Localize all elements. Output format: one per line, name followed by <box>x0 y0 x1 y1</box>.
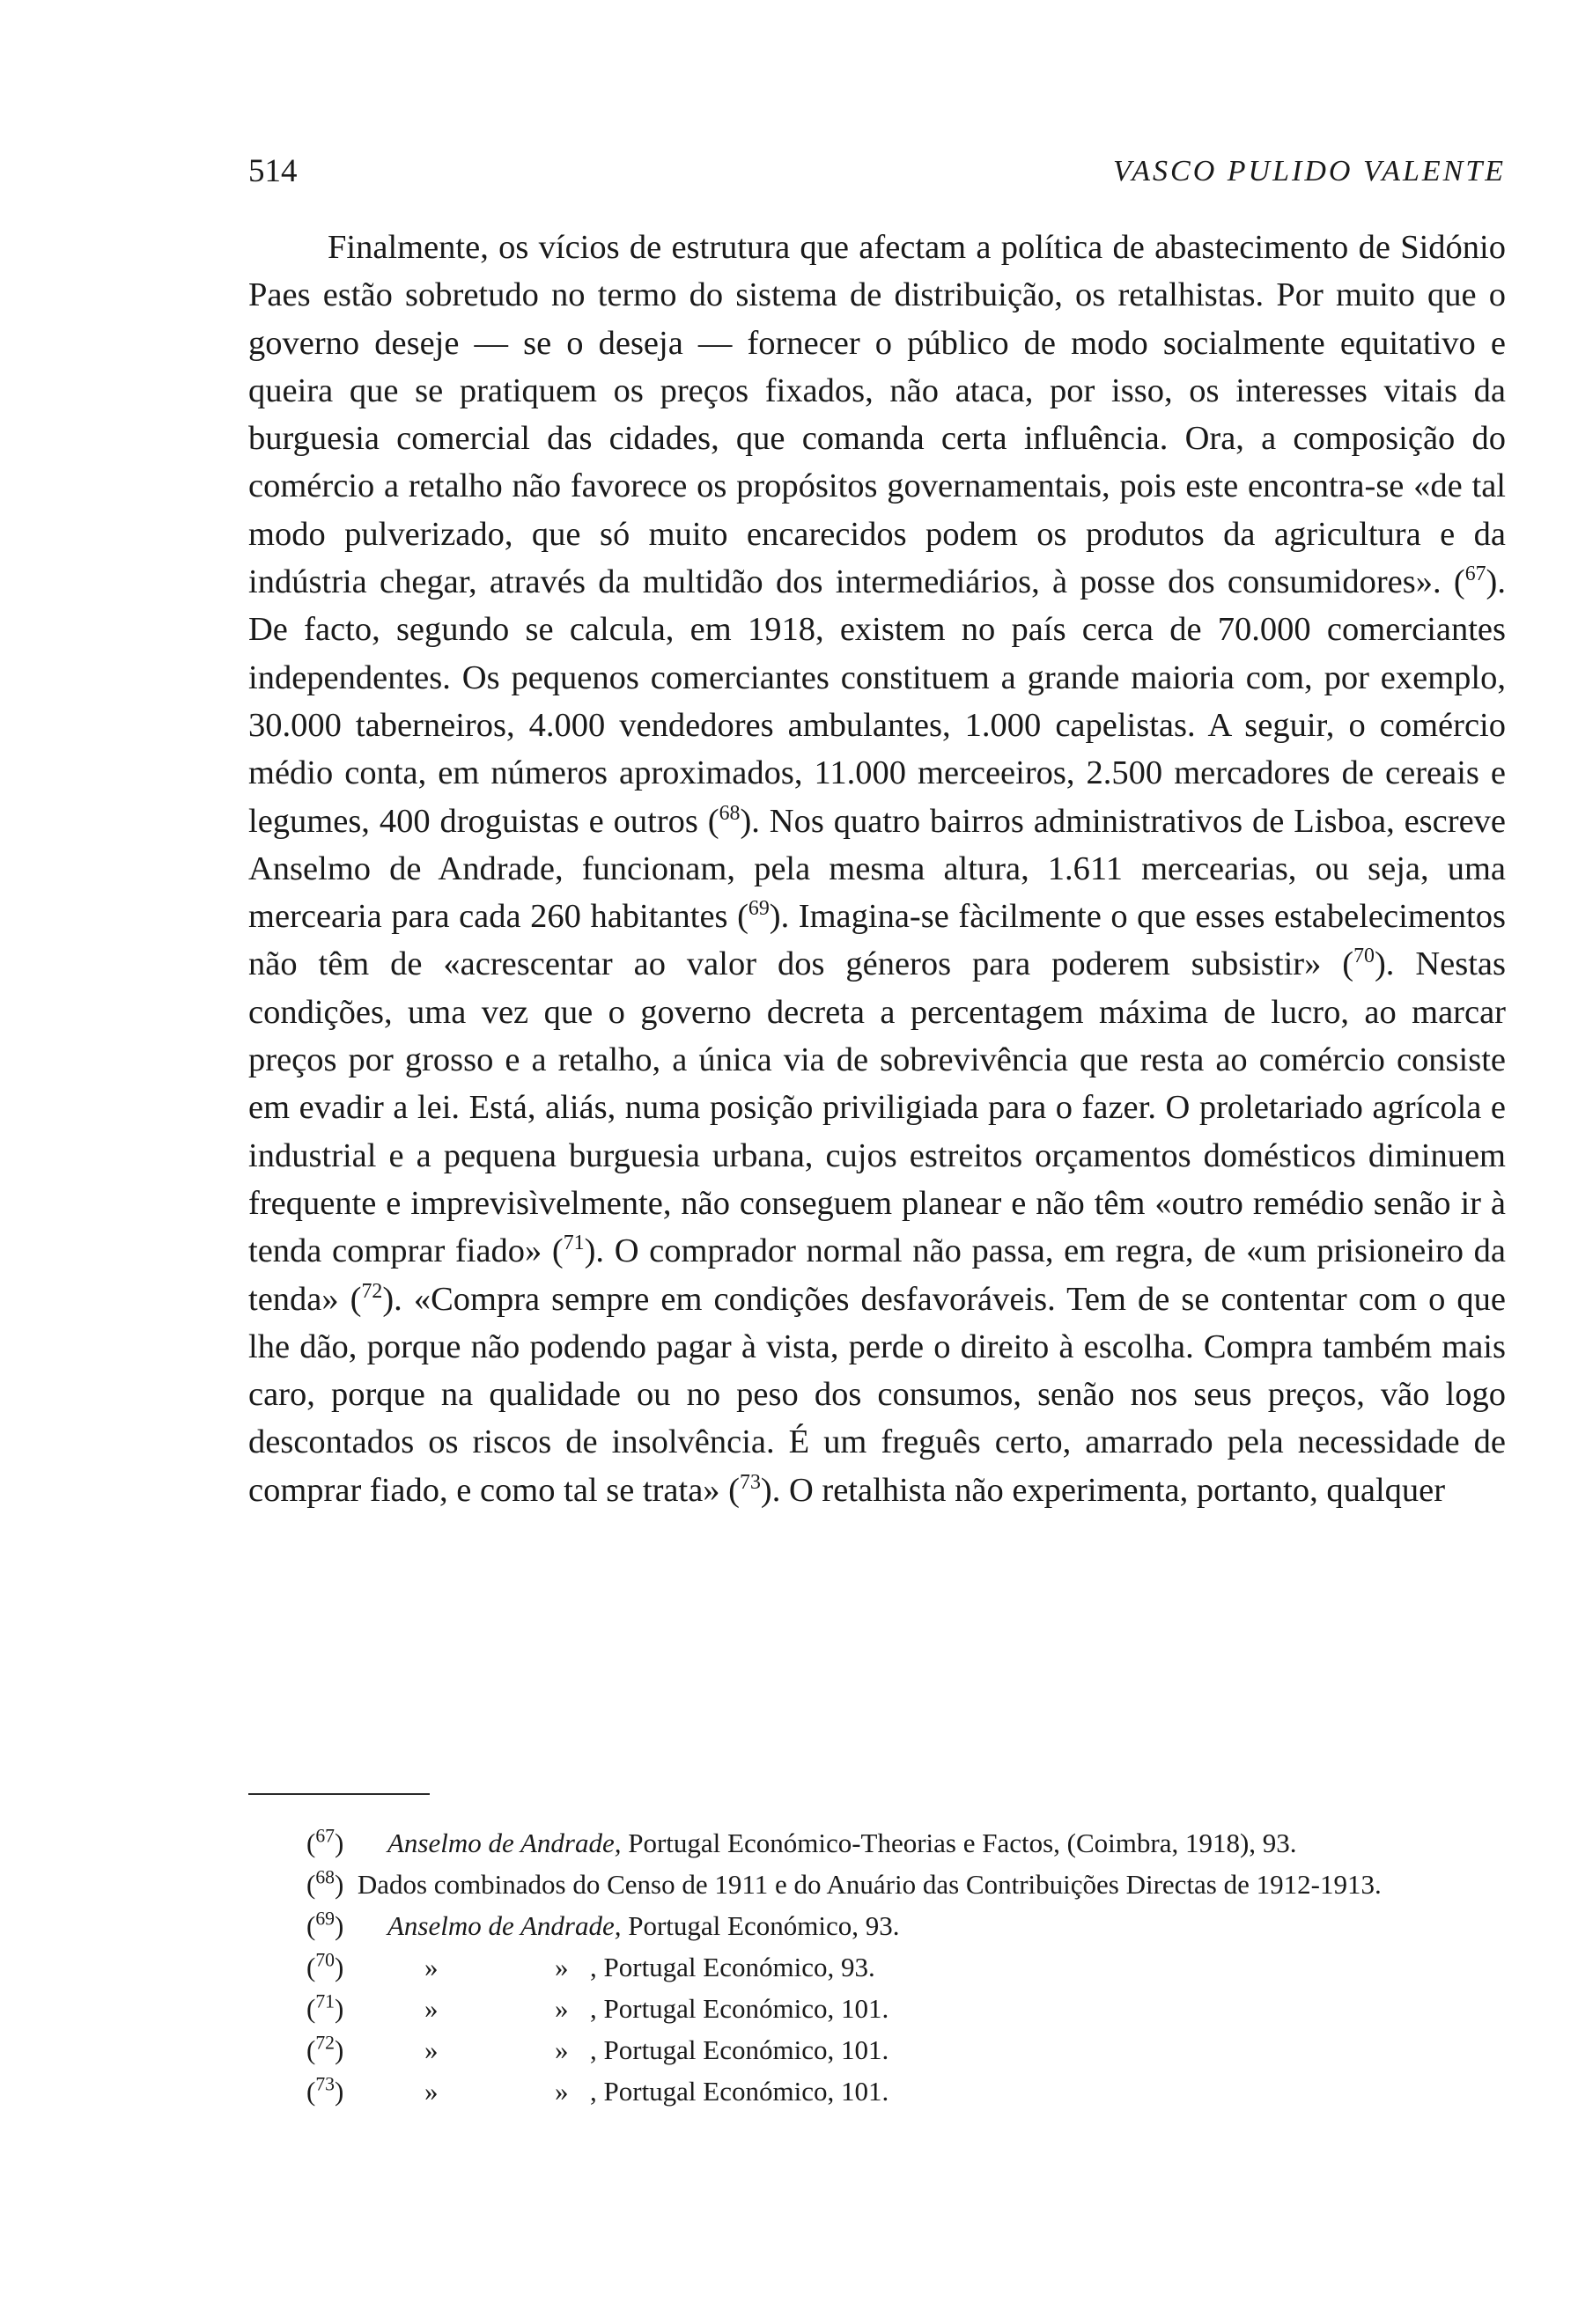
text-segment: Finalmente, os vícios de estrutura que afectam a política de abastecimento de Sidónio Paes estão sobretudo no termo do sistema de distribuição, os retalhistas. Por muito que o governo deseje — se o deseja — fornecer o público de modo socialmente equitativo e queira que se pratiquem os preços fixados, não ataca, por isso, os interesses vitais da burguesia comercial das cidades, que comanda certa influência. Ora, a composição do comércio a retalho não favorece os propósitos governamentais, pois este encontra-se «de tal modo pulverizado, que só muito encarecidos podem os produtos da agricultura e da indústria chegar, através da multidão dos intermediários, à posse dos consumidores». ( <box>248 229 1506 601</box>
footnote-number: ($^{69}$) <box>306 1908 344 1941</box>
footnote-ref: 71 <box>563 1232 585 1255</box>
footnote-68 <box>248 1864 1506 1905</box>
footnote-text: Anselmo de Andrade, Portugal Económico, 93. <box>387 1910 900 1941</box>
footnote-text: Dados combinados do Censo de 1911 e do Anuário das Contribuições Directas de 1912-1913. <box>357 1869 1382 1900</box>
text-segment: ). «Compra sempre em condições desfavoráveis. Tem de se contentar com o que lhe dão, porque não podendo pagar à vista, perde o direito à escolha. Compra também mais caro, porque na qualidade ou no peso dos consumos, senão nos seus preços, vão logo descontados os riscos de insolvência. É um freguês certo, amarrado pela necessidade de comprar fiado, e como tal se trata» ( <box>248 1280 1506 1509</box>
footnotes <box>248 1822 1506 2112</box>
ditto-mark: » <box>424 2076 439 2107</box>
footnote-text: , Portugal Económico, 101. <box>590 2034 889 2065</box>
page-header <box>248 150 1506 194</box>
ditto-mark: » <box>555 2034 569 2065</box>
footnote-70 <box>248 1946 1506 1988</box>
ditto-mark: » <box>424 2034 439 2065</box>
footnote-ref: 68 <box>719 801 741 825</box>
ditto-mark: » <box>555 2076 569 2107</box>
footnote-72 <box>248 2029 1506 2070</box>
text-segment: ). O comprador normal não passa, em regra, de «um prisioneiro da tenda» ( <box>248 1232 1506 1318</box>
footnote-author: Anselmo de Andrade, <box>387 1828 622 1858</box>
footnote-ref: 70 <box>1353 945 1375 968</box>
text-segment: ). Nos quatro bairros administrativos de Lisboa, escreve Anselmo de Andrade, funcionam, pela mesma altura, 1.611 mercearias, ou seja, uma mercearia para cada 260 habitantes ( <box>248 802 1506 936</box>
footnote-author: Anselmo de Andrade, <box>387 1910 622 1941</box>
ditto-mark: » <box>555 1952 569 1982</box>
footnote-number: ($^{70}$) <box>306 1949 344 1982</box>
footnote-67 <box>248 1822 1506 1864</box>
footnote-69 <box>248 1905 1506 1946</box>
footnote-number: ($^{73}$) <box>306 2073 344 2107</box>
footnote-number: ($^{67}$) <box>306 1825 344 1858</box>
footnote-ref: 67 <box>1464 563 1486 586</box>
footnote-text: , Portugal Económico, 101. <box>590 1993 889 2024</box>
ditto-mark: » <box>555 1993 569 2024</box>
body-paragraph <box>248 224 1506 1514</box>
text-segment: ). Imagina-se fàcilmente o que esses estabelecimentos não têm de «acrescentar ao valor dos géneros para poderem subsistir» ( <box>248 898 1506 983</box>
footnote-73 <box>248 2070 1506 2112</box>
footnote-text: , Portugal Económico, 101. <box>590 2076 889 2107</box>
footnote-text: Anselmo de Andrade, Portugal Económico-Theorias e Factos, (Coimbra, 1918), 93. <box>387 1828 1297 1858</box>
running-head: VASCO PULIDO VALENTE <box>1113 155 1506 188</box>
footnote-divider <box>248 1793 430 1795</box>
footnote-ref: 72 <box>361 1279 383 1303</box>
footnote-71 <box>248 1988 1506 2029</box>
text-segment: ). Nestas condições, uma vez que o governo decreta a percentagem máxima de lucro, ao marcar preços por grosso e a retalho, a única via de sobrevivência que resta ao comércio consiste em evadir a lei. Está, aliás, numa posição priviligiada para o fazer. O proletariado agrícola e industrial e a pequena burguesia urbana, cujos estreitos orçamentos domésticos diminuem frequente e imprevisìvelmente, não conseguem planear e não têm «outro remédio senão ir à tenda comprar fiado» ( <box>248 945 1506 1270</box>
text-segment: ). O retalhista não experimenta, portanto, qualquer <box>760 1471 1446 1509</box>
footnote-number: ($^{68}$) <box>306 1866 344 1900</box>
ditto-mark: » <box>424 1993 439 2024</box>
text-segment: ). De facto, segundo se calcula, em 1918, existem no país cerca de 70.000 comerciantes independentes. Os pequenos comerciantes constituem a grande maioria com, por exemplo, 30.000 taberneiros, 4.000 vendedores ambulantes, 1.000 capelistas. A seguir, o comércio médio conta, em números aproximados, 11.000 merceeiros, 2.500 mercadores de cereais e legumes, 400 droguistas e outros ( <box>248 563 1506 840</box>
footnote-ref: 73 <box>740 1470 761 1494</box>
footnote-number: ($^{72}$) <box>306 2032 344 2065</box>
footnote-ref: 69 <box>748 897 770 921</box>
ditto-mark: » <box>424 1952 439 1982</box>
footnote-number: ($^{71}$) <box>306 1990 344 2024</box>
footnote-text: , Portugal Económico, 93. <box>590 1952 875 1982</box>
page-number: 514 <box>248 153 298 189</box>
